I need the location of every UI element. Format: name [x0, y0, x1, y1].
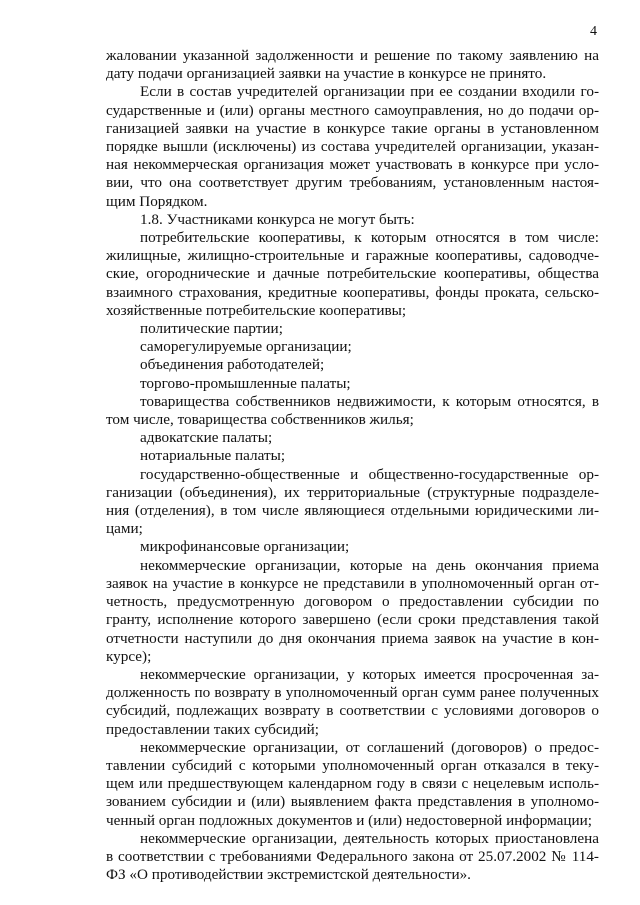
list-item: потребительские кооперативы, к которым относятся в том числе: жилищные, жилищно-строительные и гаражные кооперативы, садоводческие, огороднические и дачные потребительские кооперативы, общества взаимного страхования, кредитные кооперативы, фонды проката, сельскохозяйственные потребительские кооперативы;	[106, 229, 599, 319]
list-item: адвокатские палаты;	[140, 429, 273, 447]
section-heading-1-8: 1.8. Участниками конкурса не могут быть:	[140, 210, 415, 228]
list-item: некоммерческие организации, которые на день окончания приема заявок на участие в конкурсе не представили в уполномоченный орган отчетность, предусмотренную договором о предоставлении субсидии по гранту, исполнение которого завершено (если сроки представления такой отчетности наступили до дня окончания приема заявок на участие в конкурсе);	[106, 556, 599, 665]
list-item: товарищества собственников недвижимости, к которым относятся, в том числе, товарищества собственников жилья;	[106, 392, 599, 429]
paragraph-continuation: жаловании указанной задолженности и решение по такому заявлению на дату подачи организацией заявки на участие в конкурсе не принято.	[106, 47, 599, 83]
list-item: некоммерческие организации, деятельность которых приостановлена в соответствии с требованиями Федерального закона от 25.07.2002 № 114-ФЗ «О противодействии экстремистской деятельности».	[106, 829, 599, 884]
paragraph-founders: Если в состав учредителей организации при ее создании входили государственные и (или) органы местного самоуправления, но до подачи организацией заявки на участие в конкурсе такие органы в установленном порядке вышли (исключены) из состава учредителей организации, указанная некоммерческая организация может участвовать в конкурсе при условии, что она соответствует другим требованиям, установленным настоящим Порядком.	[106, 83, 599, 210]
document-body	[106, 47, 599, 884]
list-item: саморегулируемые организации;	[140, 338, 352, 356]
list-item: некоммерческие организации, от соглашений (договоров) о предоставлении субсидий с которыми уполномоченный орган отказался в текущем или предшествующем календарном году в связи с нецелевым использованием субсидии и (или) выявлением факта представления в уполномоченный орган подложных документов и (или) недостоверной информации;	[106, 738, 599, 829]
list-item: объединения работодателей;	[140, 356, 325, 374]
list-item: государственно-общественные и общественно-государственные организации (объединения), их территориальные (структурные подразделения (отделения), в том числе являющиеся отдельными юридическими лицами;	[106, 465, 599, 538]
list-item: торгово-промышленные палаты;	[140, 374, 351, 392]
list-item: микрофинансовые организации;	[140, 538, 350, 556]
list-item: нотариальные палаты;	[140, 447, 286, 465]
list-item: политические партии;	[140, 320, 283, 338]
list-item: некоммерческие организации, у которых имеется просроченная задолженность по возврату в уполномоченный орган сумм ранее полученных субсидий, подлежащих возврату в соответствии с условиями договоров о предоставлении таких субсидий;	[106, 665, 599, 738]
page-number: 4	[590, 24, 597, 39]
